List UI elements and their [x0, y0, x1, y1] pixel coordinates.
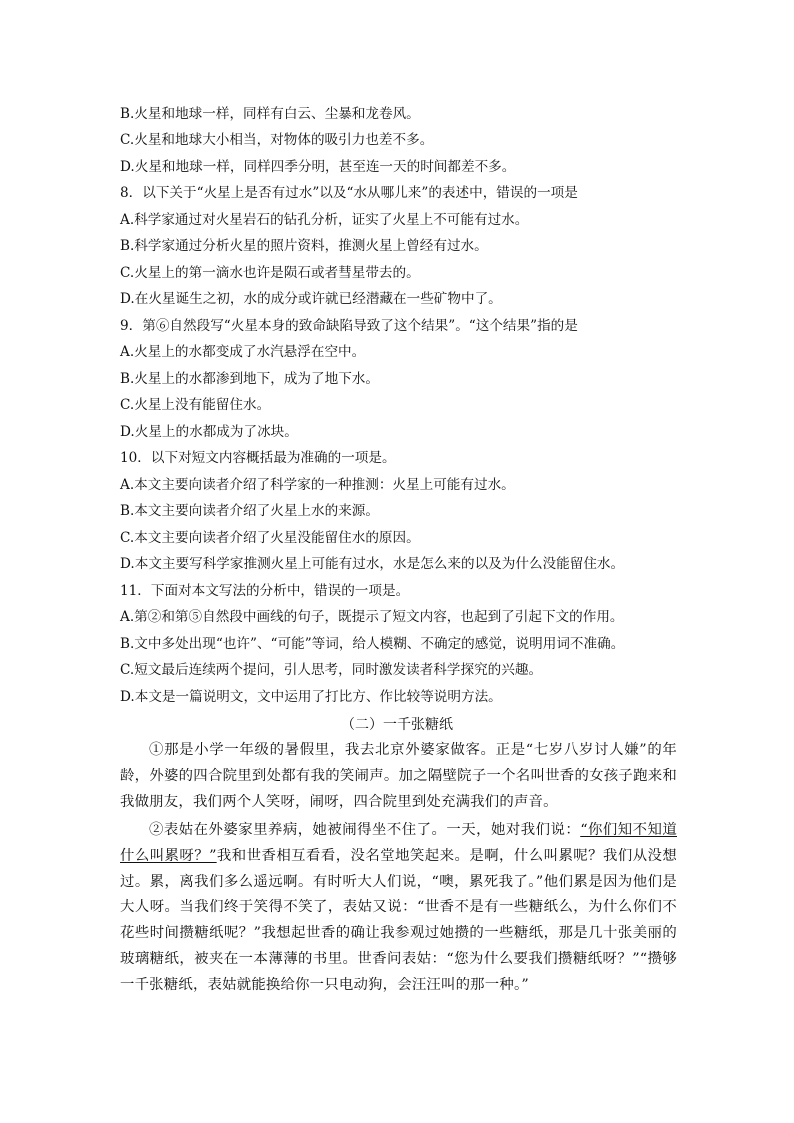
q9-stem: 9．第⑥自然段写“火星本身的致命缺陷导致了这个结果”。“这个结果”指的是	[120, 318, 578, 334]
underlined-quote: “你们知不知道什么叫累呀？”	[120, 822, 677, 864]
q8-stem: 8．以下关于“火星上是否有过水”以及“水从哪儿来”的表述中，错误的一项是	[120, 185, 578, 201]
q8-option-c: C.火星上的第一滴水也许是陨石或者彗星带去的。	[120, 265, 420, 281]
q7-option-c: C.火星和地球大小相当，对物体的吸引力也差不多。	[120, 132, 434, 148]
q11-option-d: D.本文是一篇说明文，文中运用了打比方、作比较等说明方法。	[120, 689, 502, 705]
q11-option-b: B.文中多处出现“也许”、“可能”等词，给人模糊、不确定的感觉，说明用词不准确。	[120, 636, 625, 652]
q8-option-a: A.科学家通过对火星岩石的钻孔分析，证实了火星上不可能有过水。	[120, 212, 529, 228]
q10-option-c: C.本文主要向读者介绍了火星没能留住水的原因。	[120, 530, 420, 546]
q10-option-a: A.本文主要向读者介绍了科学家的一种推测：火星上可能有过水。	[120, 477, 515, 493]
q7-option-b: B.火星和地球一样，同样有白云、尘暴和龙卷风。	[120, 106, 420, 122]
q9-option-c: C.火星上没有能留住水。	[120, 397, 271, 413]
q10-option-d: D.本文主要写科学家推测火星上可能有过水，水是怎么来的以及为什么没能留住水。	[120, 556, 625, 572]
q9-option-d: D.火星上的水都成为了冰块。	[120, 424, 298, 440]
paragraph-2-lead: ②表姑在外婆家里养病，她被闹得坐不住了。一天，她对我们说：	[149, 822, 581, 838]
q11-option-c: C.短文最后连续两个提问，引人思考，同时激发读者科学探究的兴趣。	[120, 662, 543, 678]
passage-paragraph-2	[120, 818, 677, 999]
q11-stem: 11．下面对本文写法的分析中，错误的一项是。	[120, 583, 410, 599]
q10-option-b: B.本文主要向读者介绍了火星上水的来源。	[120, 503, 379, 519]
q8-option-b: B.科学家通过分析火星的照片资料，推测火星上曾经有过水。	[120, 238, 488, 254]
passage-paragraph-1: ①那是小学一年级的暑假里，我去北京外婆家做客。正是“七岁八岁讨人嫌”的年龄，外婆的四合院里到处都有我的笑闹声。加之隔壁院子一个名叫世香的女孩子跑来和我做朋友，我们两个人笑呀，闹呀，四合院里到处充满我们的声音。	[120, 742, 677, 810]
q9-option-a: A.火星上的水都变成了水汽悬浮在空中。	[120, 344, 366, 360]
q8-option-d: D.在火星诞生之初，水的成分或许就已经潜藏在一些矿物中了。	[120, 291, 502, 307]
section-title: （二）一千张糖纸	[341, 717, 453, 733]
q7-option-d: D.火星和地球一样，同样四季分明，甚至连一天的时间都差不多。	[120, 159, 516, 175]
paragraph-2-rest: 我和世香相互看看，没名堂地笑起来。是啊，什么叫累呢？我们从没想过。累，离我们多么遥远啊。有时听大人们说，“噢，累死我了。”他们累是因为他们是大人呀。当我们终于笑得不笑了，表姑又说：“世香不是有一些糖纸么，为什么你们不花些时间攒糖纸呢？”我想起世香的确让我参观过她攒的一些糖纸，那是几十张美丽的玻璃糖纸，被夹在一本薄薄的书里。世香问表姑：“您为什么要我们攒糖纸呀？”“攒够一千张糖纸，表姑就能换给你一只电动狗，会汪汪叫的那一种。”	[120, 847, 677, 993]
q11-option-a: A.第②和第⑤自然段中画线的句子，既提示了短文内容，也起到了引起下文的作用。	[120, 609, 624, 625]
q9-option-b: B.火星上的水都渗到地下，成为了地下水。	[120, 371, 379, 387]
q10-stem: 10．以下对短文内容概括最为准确的一项是。	[120, 450, 396, 466]
